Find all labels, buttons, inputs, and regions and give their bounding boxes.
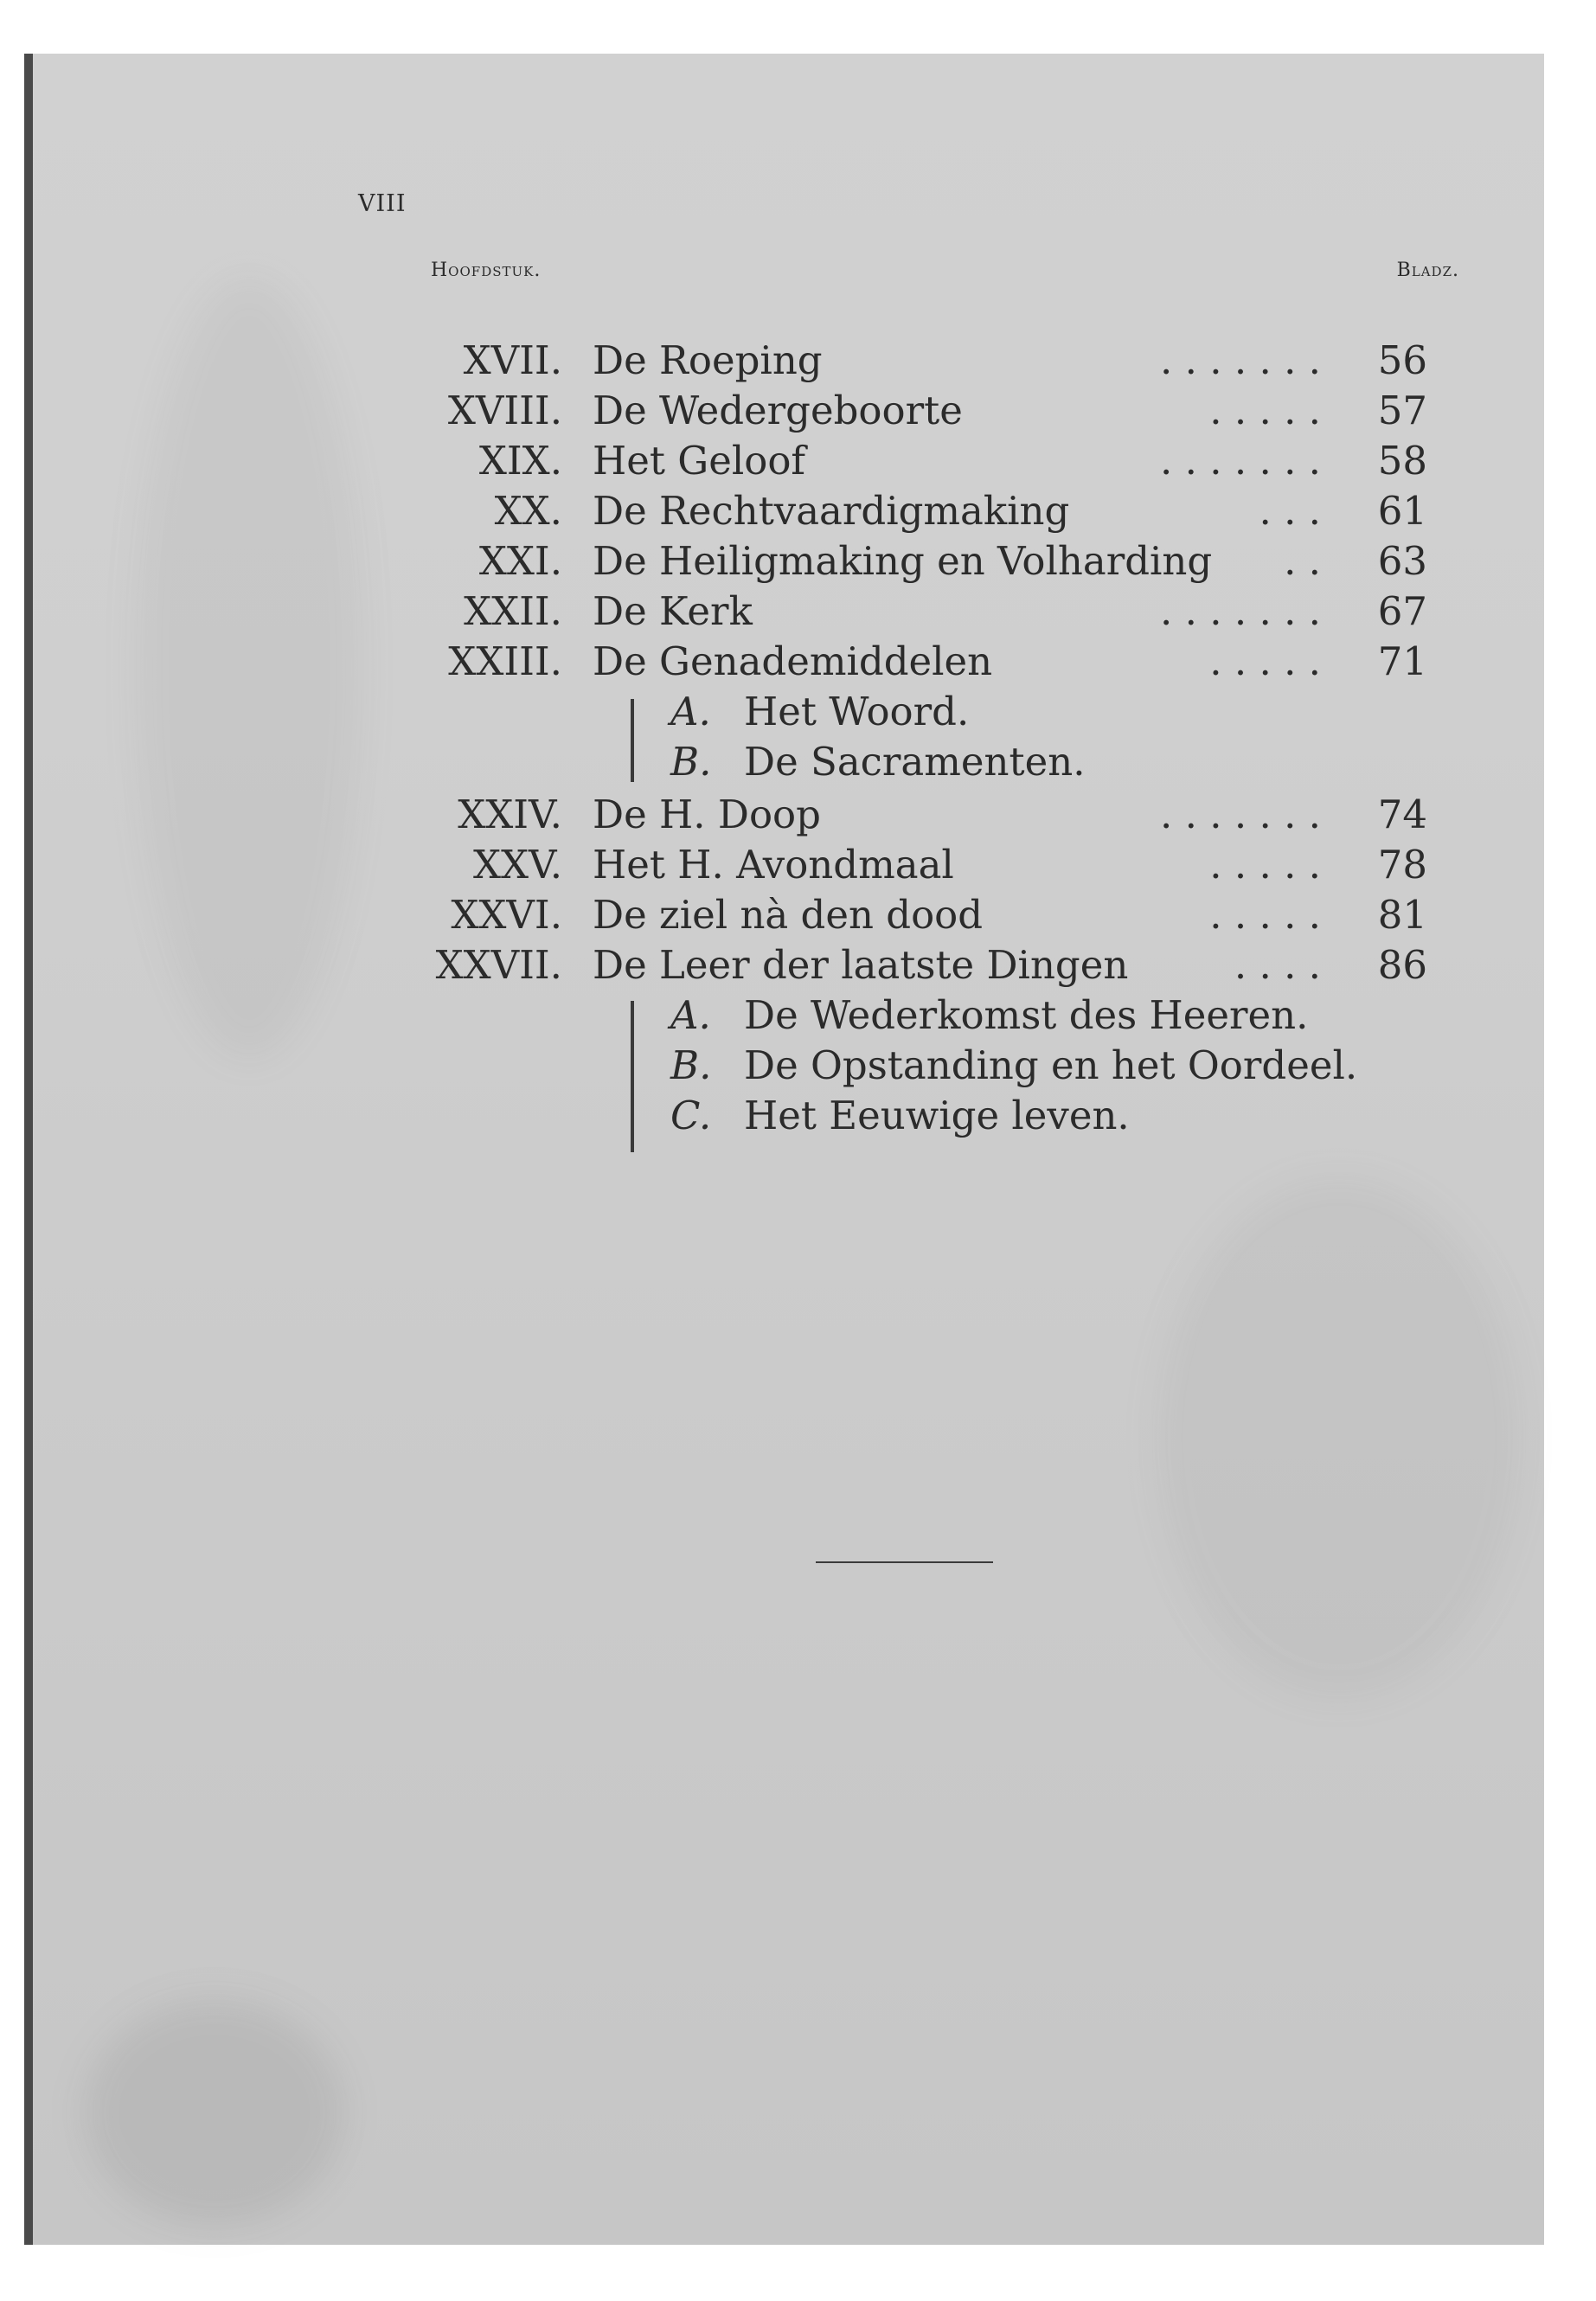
subsection-title: De Wederkomst des Heeren. (744, 992, 1309, 1038)
page-number: 57 (1377, 388, 1427, 433)
chapter-title: Het Geloof (593, 438, 806, 484)
toc-entry (33, 790, 1544, 840)
page-number: 56 (1377, 337, 1427, 383)
toc-entry (33, 536, 1544, 586)
chapter-number: XXII. (464, 588, 562, 634)
subsection-letter: A. (670, 992, 711, 1038)
dot-leader: . . . (1259, 488, 1321, 534)
subsection-letter: C. (670, 1093, 712, 1138)
chapter-number: XXI. (478, 538, 562, 584)
dot-leader: . . . . . . . (1160, 438, 1321, 484)
subsection-title: De Opstanding en het Oordeel. (744, 1042, 1358, 1088)
chapter-title: De Leer der laatste Dingen (593, 942, 1129, 988)
subsection-item (33, 1091, 1544, 1141)
subsection-title: Het Woord. (744, 689, 970, 734)
book-page (24, 54, 1544, 2245)
chapter-title: De ziel nà den dood (593, 892, 984, 938)
subsection-item (33, 1041, 1544, 1091)
end-rule (816, 1561, 993, 1563)
chapter-title: De Heiligmaking en Volharding (593, 538, 1213, 584)
chapter-number: XIX. (478, 438, 562, 484)
chapter-number: XVII. (463, 337, 562, 383)
subsection-title: Het Eeuwige leven. (744, 1093, 1130, 1138)
toc-entry (33, 486, 1544, 536)
subsection-letter: A. (670, 689, 711, 734)
chapter-title: De Kerk (593, 588, 753, 634)
page-number: 86 (1377, 942, 1427, 988)
subsection-item (33, 737, 1544, 787)
chapter-title: De Rechtvaardigmaking (593, 488, 1070, 534)
subsection-letter: B. (670, 1042, 712, 1088)
page-number: 81 (1377, 892, 1427, 938)
chapter-number: XXVI. (451, 892, 562, 938)
toc-entry (33, 890, 1544, 940)
dot-leader: . . . . . . . (1160, 792, 1321, 837)
subsection-letter: B. (670, 739, 712, 785)
page-number: 78 (1377, 842, 1427, 888)
dot-leader: . . . . . (1209, 388, 1321, 433)
chapter-number: XXIII. (448, 638, 562, 684)
toc-entry (33, 386, 1544, 436)
dot-leader: . . . . . . . (1160, 588, 1321, 634)
dot-leader: . . . . . (1209, 892, 1321, 938)
subsection-item (33, 990, 1544, 1041)
chapter-number: XXV. (472, 842, 562, 888)
page-number: 67 (1377, 588, 1427, 634)
toc-entry (33, 637, 1544, 687)
dot-leader: . . . . . (1209, 638, 1321, 684)
chapter-title: De Genademiddelen (593, 638, 993, 684)
subsection-item (33, 687, 1544, 737)
page-number: 74 (1377, 792, 1427, 837)
page-number: 61 (1377, 488, 1427, 534)
dot-leader: . . . . . (1209, 842, 1321, 888)
chapter-number: XXVII. (435, 942, 562, 988)
column-heading-page: Bladz. (1396, 260, 1459, 281)
subsection-title: De Sacramenten. (744, 739, 1086, 785)
chapter-title: Het H. Avondmaal (593, 842, 954, 888)
toc-entry (33, 586, 1544, 637)
page-number: 63 (1377, 538, 1427, 584)
running-header: VIII (358, 190, 407, 217)
chapter-number: XXIV. (458, 792, 562, 837)
toc-entry (33, 840, 1544, 890)
dot-leader: . . (1284, 538, 1321, 584)
page-number: 58 (1377, 438, 1427, 484)
toc-entry (33, 336, 1544, 386)
toc-entry (33, 940, 1544, 990)
chapter-title: De H. Doop (593, 792, 821, 837)
toc-entry (33, 436, 1544, 486)
chapter-title: De Wedergeboorte (593, 388, 963, 433)
page-number: 71 (1377, 638, 1427, 684)
paper-stain (85, 2000, 344, 2225)
paper-stain (1157, 1178, 1521, 1697)
chapter-number: XX. (494, 488, 562, 534)
scan-background (0, 54, 1596, 2245)
chapter-number: XVIII. (447, 388, 562, 433)
chapter-title: De Roeping (593, 337, 823, 383)
dot-leader: . . . . . . . (1160, 337, 1321, 383)
dot-leader: . . . . (1234, 942, 1321, 988)
column-heading-chapter: Hoofdstuk. (431, 260, 542, 281)
